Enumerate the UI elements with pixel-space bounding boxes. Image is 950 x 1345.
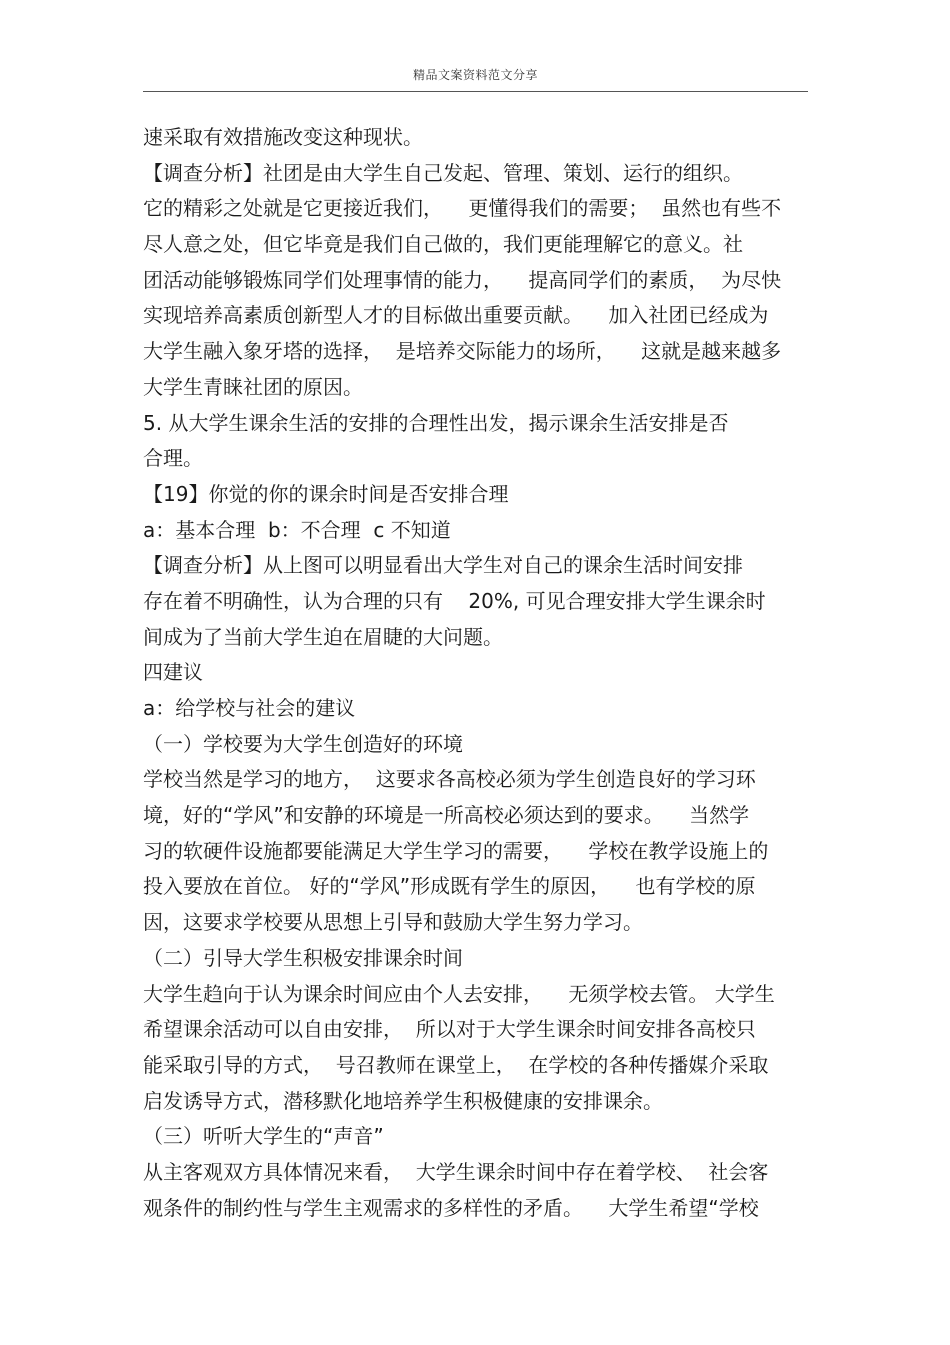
text-line: 希望课余活动可以自由安排， 所以对于大学生课余时间安排各高校只 bbox=[143, 1017, 756, 1042]
text-line: 【调查分析】社团是由大学生自己发起、管理、策划、运行的组织。 bbox=[143, 160, 743, 185]
text-line: 团活动能够锻炼同学们处理事情的能力， 提高同学们的素质， 为尽快 bbox=[143, 267, 782, 292]
text-line: 存在着不明确性，认为合理的只有 20%, 可见合理安排大学生课余时 bbox=[143, 588, 766, 613]
text-line: a：基本合理 b：不合理 c 不知道 bbox=[143, 517, 451, 542]
document-body bbox=[143, 120, 808, 1226]
text-line: 从主客观双方具体情况来看， 大学生课余时间中存在着学校、 社会客 bbox=[143, 1159, 769, 1184]
text-line: 大学生趋向于认为课余时间应由个人去安排， 无须学校去管。 大学生 bbox=[143, 981, 775, 1006]
text-line: 观条件的制约性与学生主观需求的多样性的矛盾。 大学生希望“学校 bbox=[143, 1195, 759, 1220]
text-line: 能采取引导的方式， 号召教师在课堂上， 在学校的各种传播媒介采取 bbox=[143, 1052, 769, 1077]
text-line: 因，这要求学校要从思想上引导和鼓励大学生努力学习。 bbox=[143, 910, 643, 935]
subsection-heading: （三）听听大学生的“声音” bbox=[143, 1124, 384, 1149]
text-line: a：给学校与社会的建议 bbox=[143, 696, 356, 720]
text-line: 实现培养高素质创新型人才的目标做出重要贡献。 加入社团已经成为 bbox=[143, 303, 769, 328]
text-line: 5. 从大学生课余生活的安排的合理性出发，揭示课余生活安排是否 bbox=[143, 410, 729, 435]
text-line: 合理。 bbox=[143, 446, 203, 471]
subsection-heading: （一）学校要为大学生创造好的环境 bbox=[143, 731, 463, 756]
text-line: 尽人意之处，但它毕竟是我们自己做的，我们更能理解它的意义。社 bbox=[143, 232, 743, 257]
text-line: 【调查分析】从上图可以明显看出大学生对自己的课余生活时间安排 bbox=[143, 553, 743, 578]
text-line: 大学生青睐社团的原因。 bbox=[143, 374, 363, 399]
subsection-heading: （二）引导大学生积极安排课余时间 bbox=[143, 945, 463, 970]
header-divider bbox=[143, 91, 808, 92]
section-heading: 四建议 bbox=[143, 660, 203, 685]
text-line: 学校当然是学习的地方， 这要求各高校必须为学生创造良好的学习环 bbox=[143, 767, 756, 792]
text-line: 投入要放在首位。 好的“学风”形成既有学生的原因， 也有学校的原 bbox=[143, 874, 756, 899]
text-line: 启发诱导方式，潜移默化地培养学生积极健康的安排课余。 bbox=[143, 1088, 663, 1113]
text-line: 境，好的“学风”和安静的环境是一所高校必须达到的要求。 当然学 bbox=[143, 803, 750, 828]
text-line: 大学生融入象牙塔的选择， 是培养交际能力的场所， 这就是越来越多 bbox=[143, 339, 782, 364]
page-header: 精品文案资料范文分享 bbox=[412, 68, 538, 82]
text-line: 它的精彩之处就是它更接近我们， 更懂得我们的需要； 虽然也有些不 bbox=[143, 196, 782, 221]
text-line: 【19】你觉的你的课余时间是否安排合理 bbox=[143, 481, 509, 506]
text-line: 习的软硬件设施都要能满足大学生学习的需要， 学校在教学设施上的 bbox=[143, 838, 769, 863]
text-line: 速采取有效措施改变这种现状。 bbox=[143, 125, 423, 149]
text-line: 间成为了当前大学生迫在眉睫的大问题。 bbox=[143, 624, 503, 649]
